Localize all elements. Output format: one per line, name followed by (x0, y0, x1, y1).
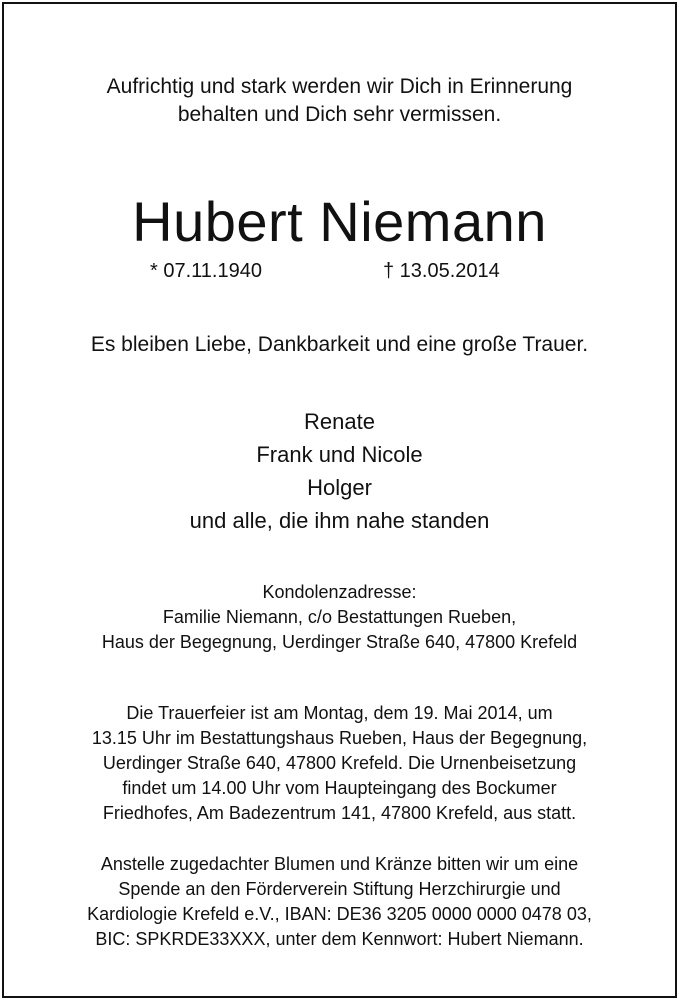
mourner: Frank und Nicole (256, 442, 423, 467)
mourner: Holger (307, 475, 372, 500)
motto-line: Aufrichtig und stark werden wir Dich in Erinnerung (106, 75, 573, 98)
mourner: Renate (304, 409, 375, 434)
donation-line: Spende an den Förderverein Stiftung Herzchirurgie und (118, 879, 561, 899)
mourning-quote: Es bleiben Liebe, Dankbarkeit und eine große Trauer. (90, 333, 589, 356)
mourners-list (0, 405, 679, 537)
condolence-line: Haus der Begegnung, Uerdinger Straße 640, 47800 Krefeld (101, 632, 578, 652)
ceremony-line: findet um 14.00 Uhr vom Haupteingang des Bockumer (122, 778, 557, 798)
donation-line: Anstelle zugedachter Blumen und Kränze bitten wir um eine (100, 854, 579, 874)
motto (0, 73, 679, 129)
death-date: † 13.05.2014 (383, 260, 500, 282)
donation-line: BIC: SPKRDE33XXX, unter dem Kennwort: Hubert Niemann. (95, 929, 584, 949)
ceremony-line: Uerdinger Straße 640, 47800 Krefeld. Die Urnenbeisetzung (102, 753, 577, 773)
birth-date: * 07.11.1940 (150, 260, 262, 282)
motto-line: behalten und Dich sehr vermissen. (177, 103, 502, 126)
ceremony-line: Friedhofes, Am Badezentrum 141, 47800 Krefeld, aus statt. (102, 803, 577, 823)
ceremony-line: 13.15 Uhr im Bestattungshaus Rueben, Haus der Begegnung, (91, 728, 588, 748)
donation-line: Kardiologie Krefeld e.V., IBAN: DE36 3205 0000 0000 0478 03, (87, 904, 592, 924)
condolence-line: Kondolenzadresse: (262, 582, 417, 602)
deceased-name: Hubert Niemann (132, 190, 547, 253)
ceremony-line: Die Trauerfeier ist am Montag, dem 19. Mai 2014, um (126, 703, 553, 723)
condolence-address (0, 580, 679, 655)
condolence-line: Familie Niemann, c/o Bestattungen Rueben, (162, 607, 517, 627)
donation-request (0, 852, 679, 952)
ceremony-info (0, 701, 679, 826)
mourner: und alle, die ihm nahe standen (189, 508, 490, 533)
